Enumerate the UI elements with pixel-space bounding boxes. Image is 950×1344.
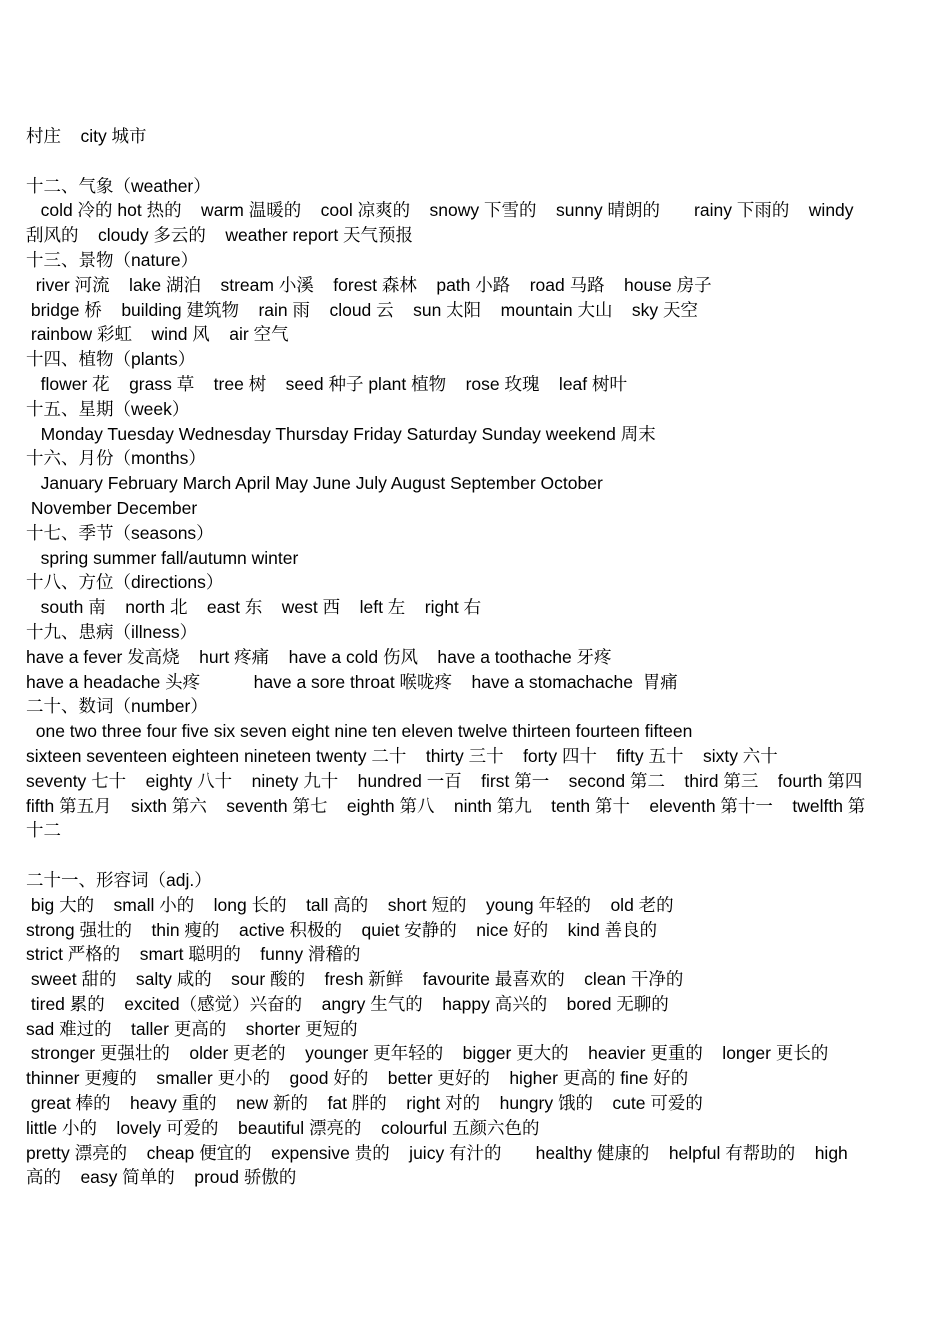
text-line: spring summer fall/autumn winter	[26, 547, 299, 568]
text-line: January February March April May June July August September October	[26, 473, 603, 494]
text-line: cold 冷的 hot 热的 warm 温暖的 cool 凉爽的 snowy 下雪的 sunny 晴朗的 rainy 下雨的 windy	[26, 200, 854, 221]
text-line: sixteen seventeen eighteen nineteen twenty 二十 thirty 三十 forty 四十 fifty 五十 sixty 六十	[26, 745, 778, 766]
blank-line	[26, 149, 926, 174]
text-line: fifth 第五月 sixth 第六 seventh 第七 eighth 第八 ninth 第九 tenth 第十 eleventh 第十一 twelfth 第	[26, 795, 866, 816]
text-line: pretty 漂亮的 cheap 便宜的 expensive 贵的 juicy 有汁的 healthy 健康的 helpful 有帮助的 high	[26, 1142, 848, 1163]
text-line: 十二	[26, 820, 61, 841]
section-heading: 十四、植物（plants）	[26, 349, 196, 370]
text-line: flower 花 grass 草 tree 树 seed 种子 plant 植物 rose 玫瑰 leaf 树叶	[26, 373, 628, 394]
section-heading: 十五、星期（week）	[26, 398, 190, 419]
text-line: tired 累的 excited（感觉）兴奋的 angry 生气的 happy 高兴的 bored 无聊的	[26, 993, 669, 1014]
text-line: sad 难过的 taller 更高的 shorter 更短的	[26, 1018, 358, 1039]
section-heading: 二十一、形容词（adj.）	[26, 869, 212, 890]
text-line: strict 严格的 smart 聪明的 funny 滑稽的	[26, 944, 361, 965]
text-line: bridge 桥 building 建筑物 rain 雨 cloud 云 sun 太阳 mountain 大山 sky 天空	[26, 299, 699, 320]
text-line: little 小的 lovely 可爱的 beautiful 漂亮的 colourful 五颜六色的	[26, 1117, 540, 1138]
text-line: 高的 easy 简单的 proud 骄傲的	[26, 1167, 297, 1188]
blank-line	[26, 843, 926, 868]
text-line: November December	[26, 497, 198, 518]
section-heading: 十七、季节（seasons）	[26, 522, 214, 543]
text-line: 刮风的 cloudy 多云的 weather report 天气预报	[26, 225, 414, 246]
text-line: one two three four five six seven eight nine ten eleven twelve thirteen fourteen fifteen	[26, 721, 693, 742]
section-heading: 十二、气象（weather）	[26, 175, 211, 196]
section-heading: 十三、景物（nature）	[26, 249, 199, 270]
text-line: great 棒的 heavy 重的 new 新的 fat 胖的 right 对的 hungry 饿的 cute 可爱的	[26, 1093, 703, 1114]
text-line: strong 强壮的 thin 瘦的 active 积极的 quiet 安静的 nice 好的 kind 善良的	[26, 919, 658, 940]
text-line: seventy 七十 eighty 八十 ninety 九十 hundred 一百 first 第一 second 第二 third 第三 fourth 第四	[26, 770, 863, 791]
text-line: Monday Tuesday Wednesday Thursday Friday Saturday Sunday weekend 周末	[26, 423, 656, 444]
section-heading: 二十、数词（number）	[26, 696, 208, 717]
section-heading: 十六、月份（months）	[26, 448, 206, 469]
text-line: thinner 更瘦的 smaller 更小的 good 好的 better 更好的 higher 更高的 fine 好的	[26, 1068, 689, 1089]
text-line: have a fever 发高烧 hurt 疼痛 have a cold 伤风 have a toothache 牙疼	[26, 646, 612, 667]
text-line: sweet 甜的 salty 咸的 sour 酸的 fresh 新鲜 favourite 最喜欢的 clean 干净的	[26, 969, 684, 990]
text-line: south 南 north 北 east 东 west 西 left 左 right 右	[26, 597, 482, 618]
text-line: 村庄 city 城市	[26, 126, 147, 146]
document-body	[26, 124, 926, 1190]
section-heading: 十八、方位（directions）	[26, 572, 224, 593]
text-line: big 大的 small 小的 long 长的 tall 高的 short 短的 young 年轻的 old 老的	[26, 894, 674, 915]
section-heading: 十九、患病（illness）	[26, 621, 198, 642]
text-line: stronger 更强壮的 older 更老的 younger 更年轻的 bigger 更大的 heavier 更重的 longer 更长的	[26, 1043, 829, 1064]
text-line: have a headache 头疼 have a sore throat 喉咙疼 have a stomachache 胃痛	[26, 671, 678, 692]
text-line: river 河流 lake 湖泊 stream 小溪 forest 森林 path 小路 road 马路 house 房子	[26, 274, 712, 295]
text-line: rainbow 彩虹 wind 风 air 空气	[26, 324, 289, 345]
